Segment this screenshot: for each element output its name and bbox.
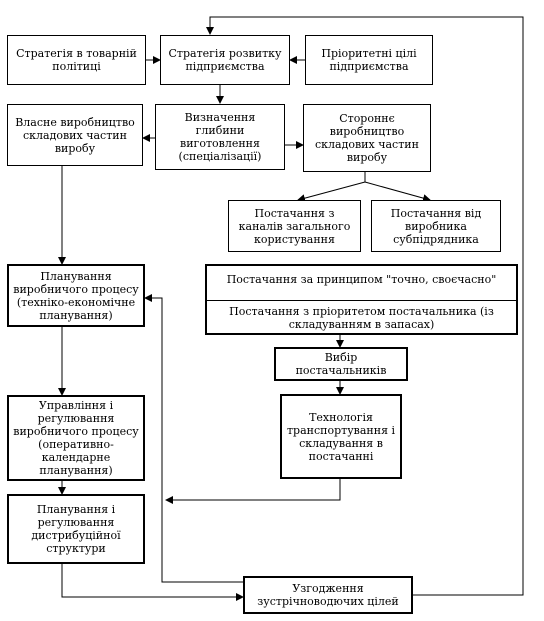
arrow-to-supply-general	[298, 182, 365, 200]
supply-jit-row	[207, 266, 516, 292]
production-management-box	[7, 395, 145, 481]
supply-priority-label: Постачання з пріоритетом постачальника (із складуванням в запасах)	[229, 305, 494, 331]
arrow-transport-to-distribution	[166, 479, 340, 500]
depth-definition-label: Визначення глибини виготовлення (спеціалізації)	[178, 111, 262, 163]
depth-definition-box	[155, 104, 285, 170]
production-planning-box	[7, 264, 145, 327]
supplier-choice-box	[274, 347, 408, 381]
supplier-choice-label: Вибір постачальників	[295, 351, 387, 377]
production-planning-label: Планування виробничого процесу (техніко-економічне планування)	[13, 269, 139, 322]
supply-jit-label: Постачання за принципом "точно, своєчасно"	[226, 272, 497, 286]
goal-alignment-box	[243, 576, 413, 614]
strategy-development-box	[160, 35, 290, 85]
external-production-box	[303, 104, 431, 172]
priority-goals-label: Пріоритетні цілі підприємства	[321, 47, 417, 73]
supply-mode-box	[205, 264, 518, 335]
strategy-product-policy-box	[7, 35, 146, 85]
production-management-label: Управління і регулювання виробничого процесу (оперативно-календарне планування)	[13, 399, 139, 477]
own-production-label: Власне виробництво складових частин виробу	[15, 115, 135, 155]
arrow-distribution-to-alignment	[62, 564, 243, 597]
strategy-development-label: Стратегія розвитку підприємства	[168, 47, 282, 73]
supply-general-label: Постачання з каналів загального користування	[238, 206, 351, 246]
strategy-product-policy-label: Стратегія в товарній політиці	[16, 47, 137, 73]
supply-subcontractor-box	[371, 200, 501, 252]
arrow-feedback-to-planning	[145, 298, 243, 582]
distribution-planning-box	[7, 494, 145, 564]
goal-alignment-label: Узгодження зустрічноводючих цілей	[257, 582, 399, 608]
supply-general-box	[228, 200, 361, 252]
arrow-to-supply-subcontractor	[365, 182, 430, 200]
external-production-label: Стороннє виробництво складових частин виробу	[315, 112, 419, 164]
own-production-box	[7, 104, 143, 166]
transport-tech-box	[280, 394, 402, 479]
distribution-planning-label: Планування і регулювання дистрибуційної структури	[31, 503, 121, 555]
supply-priority-row	[207, 301, 516, 335]
transport-tech-label: Технологія транспортування і складування в постачанні	[286, 410, 396, 463]
priority-goals-box	[305, 35, 433, 85]
supply-subcontractor-label: Постачання від виробника субпідрядника	[390, 206, 482, 246]
